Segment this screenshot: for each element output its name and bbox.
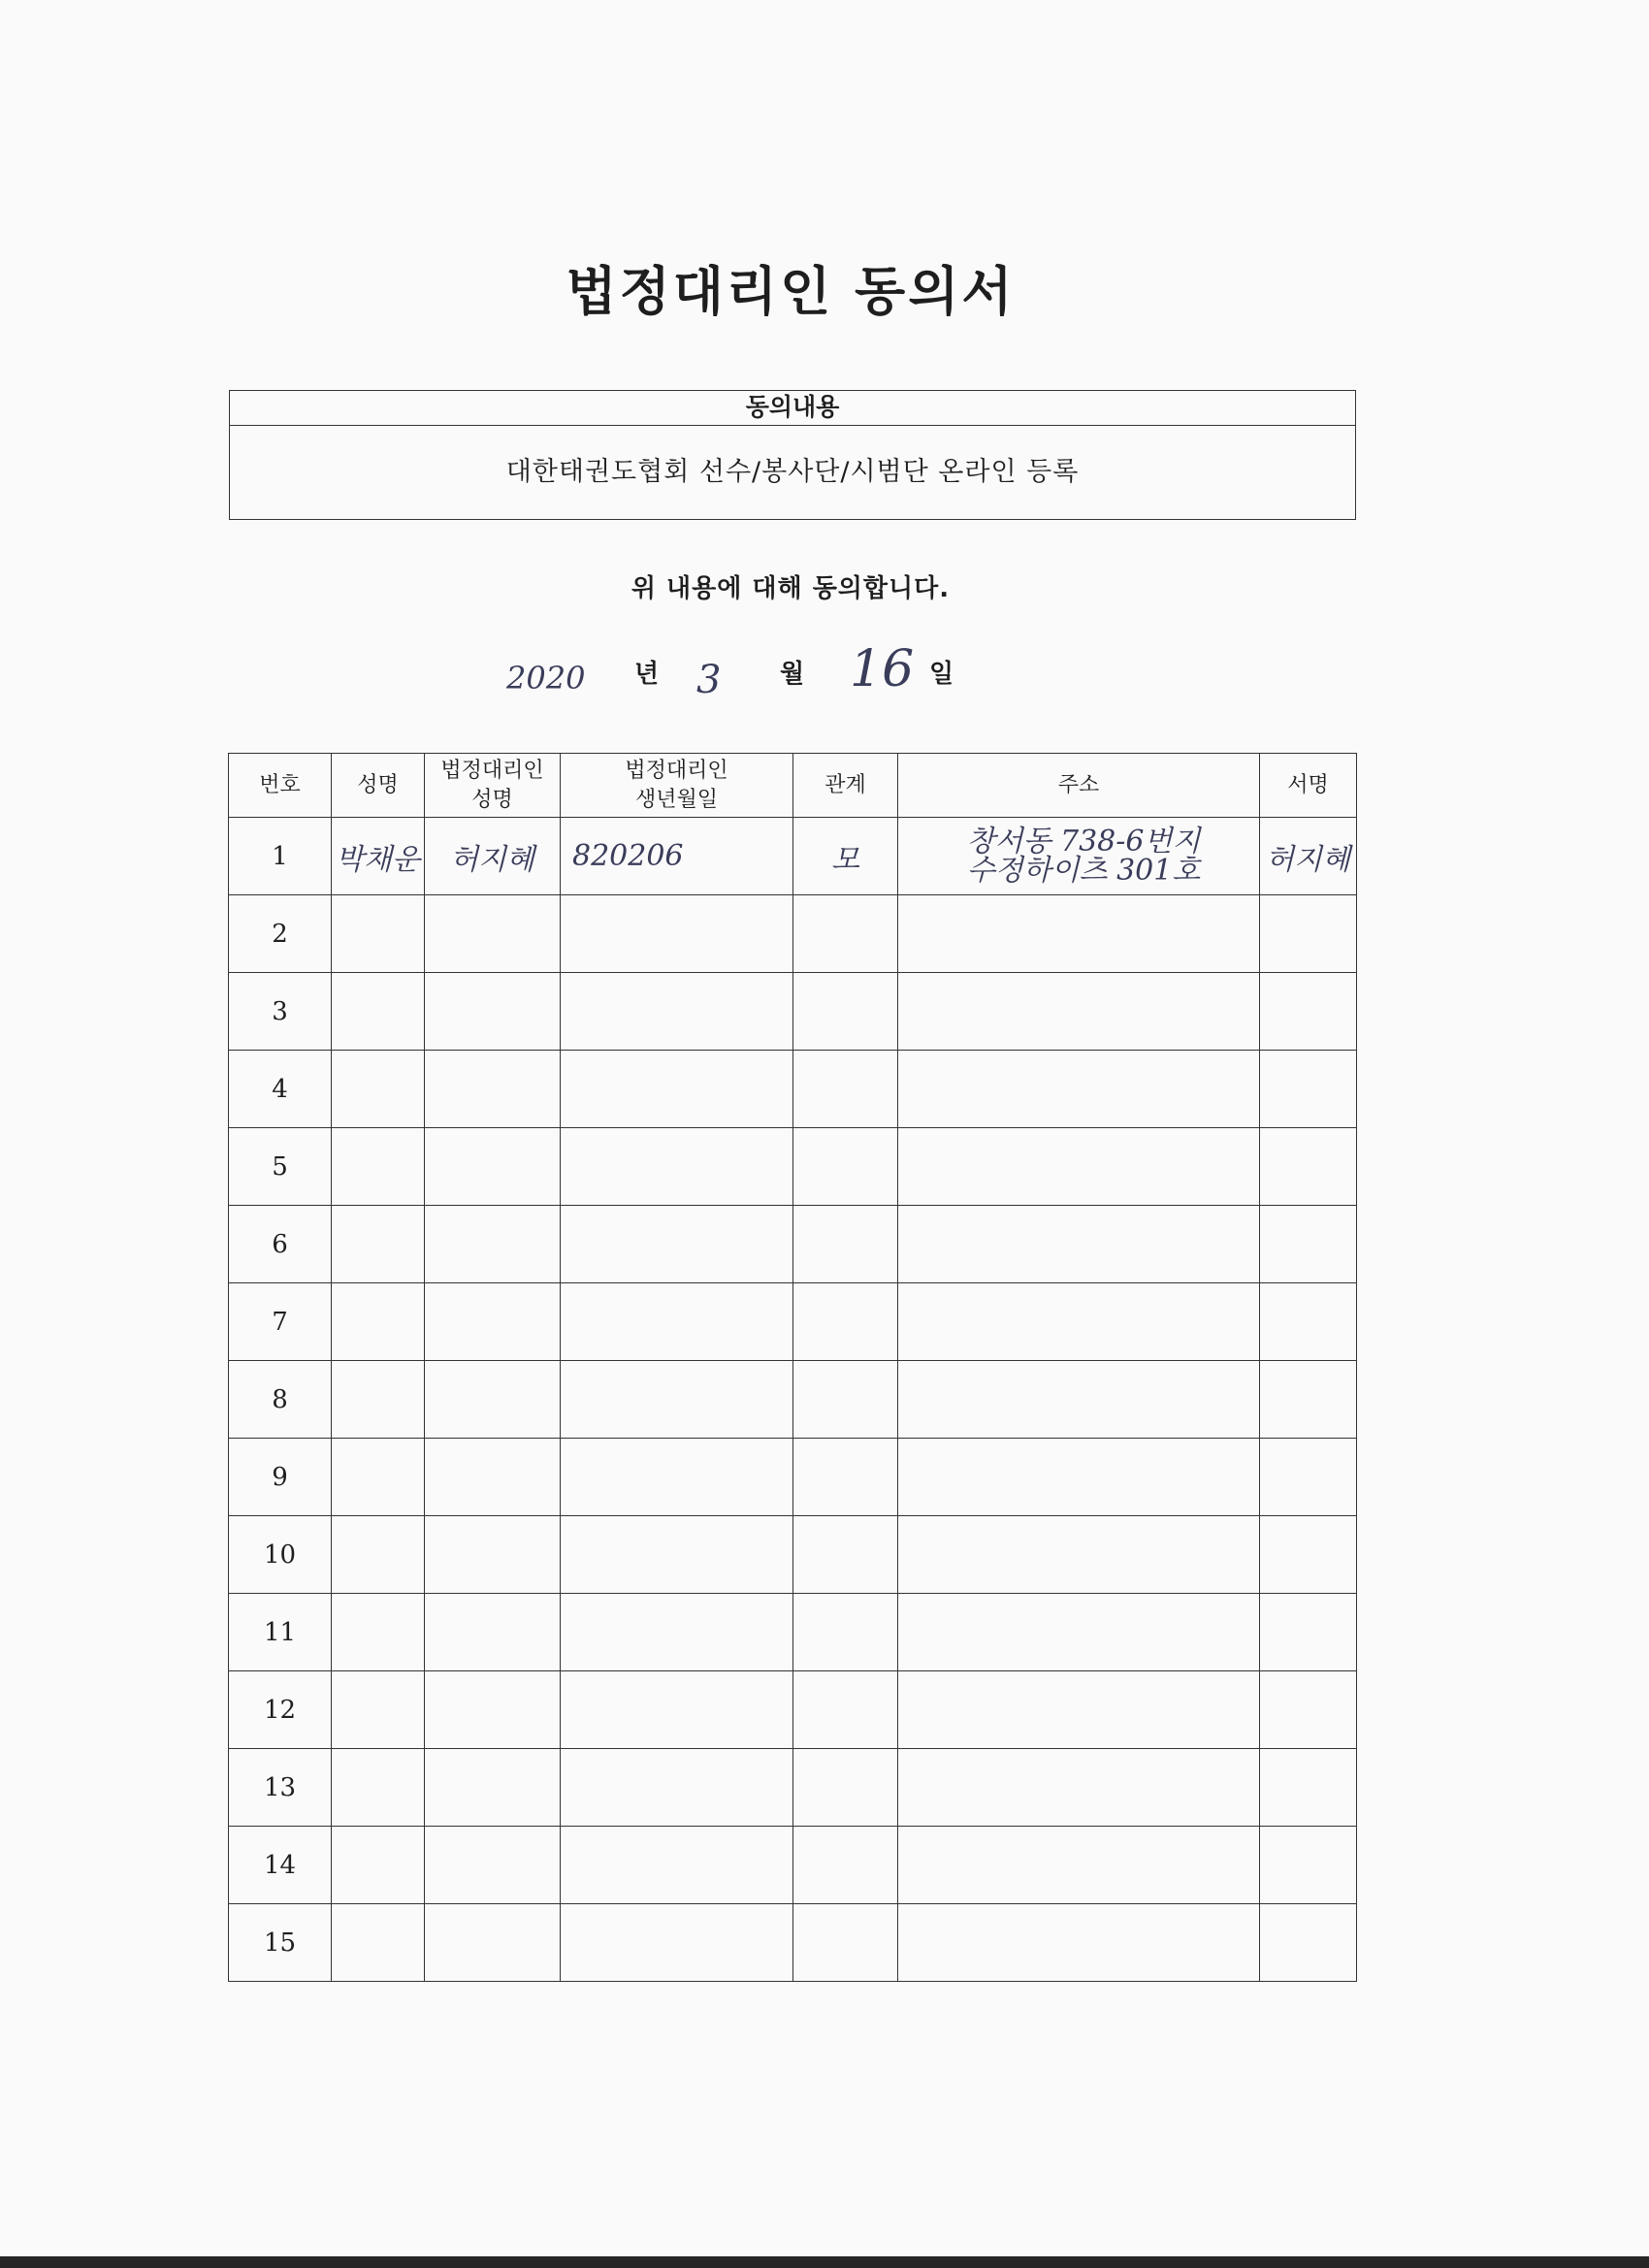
row-name: [332, 1128, 425, 1206]
row-guardian-birth: [561, 1671, 793, 1749]
row-number: [229, 1051, 332, 1128]
row-name: [332, 895, 425, 973]
table-row: [229, 895, 1357, 973]
row-address: [898, 1283, 1260, 1361]
row-number-value: 2: [272, 919, 288, 949]
row-name: [332, 973, 425, 1051]
row-address: [898, 818, 1260, 895]
row-guardian-name: [425, 1749, 561, 1827]
row-name: [332, 1594, 425, 1671]
row-guardian-birth-value: 820206: [572, 839, 684, 873]
row-number: [229, 1671, 332, 1749]
row-name: [332, 1749, 425, 1827]
row-relation: [793, 1516, 898, 1594]
table-row: [229, 1206, 1357, 1283]
row-number-value: 13: [263, 1772, 297, 1802]
header-guardian-birth: [561, 754, 793, 818]
agreement-statement: 위 내용에 대해 동의합니다.: [630, 574, 951, 603]
row-number-value: 7: [272, 1307, 288, 1337]
row-name: [332, 1283, 425, 1361]
row-address: [898, 973, 1260, 1051]
row-name-value: 박채운: [336, 842, 420, 877]
row-number-value: 12: [263, 1695, 297, 1725]
row-number: [229, 1439, 332, 1516]
row-address: [898, 1128, 1260, 1206]
header-address: 주소: [898, 754, 1260, 818]
row-relation: [793, 1283, 898, 1361]
row-name: [332, 1361, 425, 1439]
row-name: [332, 1051, 425, 1128]
row-signature: [1260, 1128, 1357, 1206]
row-guardian-birth: [561, 973, 793, 1051]
table-row: [229, 1671, 1357, 1749]
row-signature: [1260, 1671, 1357, 1749]
row-name: [332, 818, 425, 895]
row-address: [898, 1439, 1260, 1516]
row-number-value: 4: [272, 1074, 288, 1104]
table-row: [229, 1361, 1357, 1439]
row-number: [229, 1361, 332, 1439]
row-name: [332, 1671, 425, 1749]
row-name: [332, 1206, 425, 1283]
row-number: [229, 1904, 332, 1982]
row-number-value: 15: [263, 1928, 297, 1958]
row-name: [332, 1516, 425, 1594]
date-line: [0, 640, 1649, 714]
table-row: [229, 1749, 1357, 1827]
row-guardian-birth: [561, 1749, 793, 1827]
row-guardian-name: [425, 1128, 561, 1206]
row-signature: [1260, 1361, 1357, 1439]
header-guardian-birth-line2: 생년월일: [634, 787, 718, 812]
row-guardian-birth: [561, 1904, 793, 1982]
row-signature: [1260, 895, 1357, 973]
row-signature: [1260, 1283, 1357, 1361]
row-guardian-birth: [561, 1206, 793, 1283]
row-relation: [793, 895, 898, 973]
row-number: [229, 1516, 332, 1594]
row-relation: [793, 1827, 898, 1904]
header-signature: 서명: [1260, 754, 1357, 818]
row-signature: [1260, 1439, 1357, 1516]
table-row: [229, 1594, 1357, 1671]
date-day-unit: 일: [929, 660, 954, 689]
row-relation: [793, 1749, 898, 1827]
row-signature: [1260, 1827, 1357, 1904]
header-relation: 관계: [793, 754, 898, 818]
row-number: [229, 1749, 332, 1827]
row-guardian-name: [425, 973, 561, 1051]
row-guardian-name-value: 허지혜: [450, 842, 534, 877]
row-signature: [1260, 1904, 1357, 1982]
row-address: [898, 1749, 1260, 1827]
row-address: [898, 1594, 1260, 1671]
row-guardian-birth: [561, 1051, 793, 1128]
table-row: [229, 1904, 1357, 1982]
row-relation: [793, 1206, 898, 1283]
row-number-value: 11: [263, 1617, 297, 1647]
row-address: [898, 1361, 1260, 1439]
row-address-line1: 창서동 738-6번지: [966, 824, 1201, 859]
date-year-unit: 년: [634, 660, 660, 689]
row-signature: [1260, 1206, 1357, 1283]
date-month-unit: 월: [780, 660, 805, 689]
row-guardian-birth: [561, 895, 793, 973]
row-guardian-name: [425, 818, 561, 895]
row-signature: [1260, 1051, 1357, 1128]
row-relation: [793, 1128, 898, 1206]
row-guardian-birth: [561, 1827, 793, 1904]
row-relation: [793, 973, 898, 1051]
consent-header: 동의내용: [230, 391, 1355, 426]
consent-text: 대한태권도협회 선수/봉사단/시범단 온라인 등록: [505, 457, 1080, 487]
row-number: [229, 1128, 332, 1206]
row-signature: [1260, 1516, 1357, 1594]
row-guardian-name: [425, 1516, 561, 1594]
row-relation: [793, 1671, 898, 1749]
row-address: [898, 1671, 1260, 1749]
table-row: [229, 1051, 1357, 1128]
row-guardian-name: [425, 1671, 561, 1749]
row-address: [898, 1206, 1260, 1283]
row-number: [229, 895, 332, 973]
row-guardian-name: [425, 1904, 561, 1982]
row-relation: [793, 1361, 898, 1439]
row-number: [229, 1206, 332, 1283]
header-guardian-name-line2: 성명: [471, 787, 513, 812]
table-row: [229, 973, 1357, 1051]
header-name: 성명: [332, 754, 425, 818]
table-row: [229, 1283, 1357, 1361]
row-guardian-birth: [561, 1594, 793, 1671]
table-row: [229, 1128, 1357, 1206]
row-name: [332, 1827, 425, 1904]
date-year-handwritten: 2020: [506, 660, 586, 697]
row-relation: [793, 1594, 898, 1671]
row-address: [898, 1051, 1260, 1128]
row-guardian-name: [425, 1283, 561, 1361]
table-row: [229, 1827, 1357, 1904]
row-number: [229, 973, 332, 1051]
row-relation-value: 모: [831, 842, 859, 877]
row-number: [229, 1594, 332, 1671]
row-signature: [1260, 973, 1357, 1051]
row-guardian-birth: [561, 1283, 793, 1361]
row-number-value: 1: [272, 841, 288, 871]
row-number: [229, 818, 332, 895]
date-month-handwritten: 3: [696, 658, 722, 702]
page-title: 법정대리인 동의서: [566, 261, 1016, 322]
row-signature: [1260, 818, 1357, 895]
row-number-value: 9: [272, 1462, 288, 1492]
row-name: [332, 1904, 425, 1982]
row-signature: [1260, 1594, 1357, 1671]
row-address: [898, 1516, 1260, 1594]
row-guardian-name: [425, 1206, 561, 1283]
row-number-value: 8: [272, 1384, 288, 1414]
header-guardian-birth-line1: 법정대리인: [625, 758, 728, 783]
row-relation: [793, 1439, 898, 1516]
row-address: [898, 1827, 1260, 1904]
row-guardian-name: [425, 895, 561, 973]
table-row: [229, 1516, 1357, 1594]
row-relation: [793, 818, 898, 895]
table-row: [229, 1439, 1357, 1516]
row-guardian-birth: [561, 1439, 793, 1516]
row-number: [229, 1283, 332, 1361]
header-guardian-name-line1: 법정대리인: [440, 758, 544, 783]
row-number-value: 10: [263, 1539, 297, 1570]
scan-bottom-edge: [0, 2256, 1649, 2268]
row-relation: [793, 1051, 898, 1128]
row-address-line2: 수정하이츠 301호: [966, 853, 1201, 888]
header-guardian-name: [425, 754, 561, 818]
row-signature-value: 허지혜: [1266, 842, 1350, 877]
row-number-value: 3: [272, 996, 288, 1026]
row-guardian-name: [425, 1594, 561, 1671]
date-day-handwritten: 16: [850, 640, 915, 698]
row-number-value: 14: [263, 1850, 297, 1880]
table-header-row: [229, 754, 1357, 818]
guardian-table: [228, 753, 1357, 1982]
table-row: [229, 818, 1357, 895]
row-number: [229, 1827, 332, 1904]
row-number-value: 5: [272, 1151, 288, 1182]
row-name: [332, 1439, 425, 1516]
table-body: [229, 818, 1357, 1982]
row-relation: [793, 1904, 898, 1982]
header-number: 번호: [229, 754, 332, 818]
row-guardian-name: [425, 1827, 561, 1904]
row-signature: [1260, 1749, 1357, 1827]
row-guardian-name: [425, 1361, 561, 1439]
row-guardian-name: [425, 1051, 561, 1128]
consent-content-box: [229, 390, 1356, 520]
row-guardian-birth: [561, 818, 793, 895]
row-guardian-birth: [561, 1128, 793, 1206]
row-address: [898, 1904, 1260, 1982]
row-guardian-birth: [561, 1516, 793, 1594]
row-address: [898, 895, 1260, 973]
row-guardian-name: [425, 1439, 561, 1516]
row-number-value: 6: [272, 1229, 288, 1259]
row-guardian-birth: [561, 1361, 793, 1439]
